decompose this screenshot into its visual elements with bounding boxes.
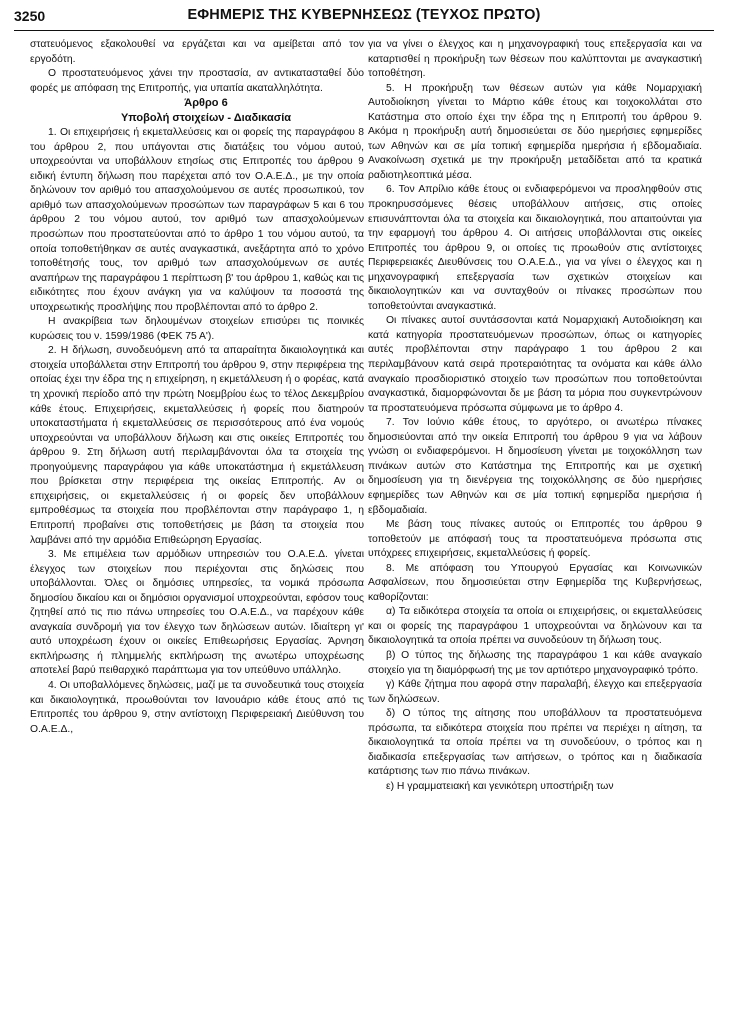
paragraph: 6. Τον Απρίλιο κάθε έτους οι ενδιαφερόμενοι να προσληφθούν στις προκηρυσσόμενες θέσεις υποβάλλουν αιτήσεις, στις οποίες επισυνάπτονται όλα τα στοιχεία και δικαιολογητικά, που απαιτούνται για την εφαρμογή του άρθρου 4. Οι αιτήσεις υποβάλλονται στις οικείες Επιτροπές του άρθρου 9, οι οποίες τις προωθούν στις αντίστοιχες Περιφερειακές Διευθύνσεις του Ο.Α.Ε.Δ., για να γίνει ο έλεγχος και η μηχανογραφική επεξεργασία των σχετικών στοιχείων και δικαιολογητικών και να συνταχθούν οι πίνακες προσώπων που τοποθετούνται αναγκαστικά. <box>368 184 702 312</box>
paragraph: Με βάση τους πίνακες αυτούς οι Επιτροπές του άρθρου 9 τοποθετούν με απόφασή τους τα προστατευόμενα πρόσωπα στις υπόχρεες επιχειρήσεις, εκμεταλλεύσεις ή φορείς. <box>368 519 702 560</box>
page-number: 3250 <box>14 8 46 24</box>
paragraph: β) Ο τύπος της δήλωσης της παραγράφου 1 και κάθε αναγκαίο στοιχείο για τη διαμόρφωσή της με τον αρτιότερο μηχανογραφικό τρόπο. <box>368 649 702 676</box>
paragraph: γ) Κάθε ζήτημα που αφορά στην παραλαβή, έλεγχο και επεξεργασία των δηλώσεων. <box>368 679 702 705</box>
paragraph: 3. Με επιμέλεια των αρμόδιων υπηρεσιών του Ο.Α.Ε.Δ. γίνεται έλεγχος των στοιχείων που περιέχονται στις δηλώσεις που υποβάλλονται. Όλες οι δημόσιες υπηρεσίες, τα νομικά πρόσωπα δημοσίου δικαίου και οι δημόσιοι οργανισμοί υποχρεούνται, εφόσον τους ζητηθεί από τις πιο πάνω υπηρεσίες του Ο.Α.Ε.Δ., να παρέχουν κάθε αναγκαία συνδρομή για τον έλεγχο των δηλώσεων αυτών. Ιδιαίτερη γι' αυτό υποχρέωση έχουν οι οικείες Επιθεωρήσεις Εργασίας. Άρνηση εκπλήρωσης ή πλημμελής εκπλήρωση της ανωτέρω υποχρέωσης αποτελεί βαρύ πειθαρχικό παράπτωμα για τον υπεύθυνο υπάλληλο. <box>30 549 364 677</box>
paragraph: στατευόμενος εξακολουθεί να εργάζεται και να αμείβεται από τον εργοδότη. <box>30 39 364 65</box>
journal-title: ΕΦΗΜΕΡΙΣ ΤΗΣ ΚΥΒΕΡΝΗΣΕΩΣ (ΤΕΥΧΟΣ ΠΡΩΤΟ) <box>187 7 541 23</box>
page-header <box>14 6 714 28</box>
paragraph: Η ανακρίβεια των δηλουμένων στοιχείων επισύρει τις ποινικές κυρώσεις του ν. 1599/1986 (ΦΕΚ 75 Α'). <box>30 316 364 342</box>
left-column <box>30 38 364 1023</box>
right-column <box>368 38 702 1023</box>
paragraph: 5. Η προκήρυξη των θέσεων αυτών για κάθε Νομαρχιακή Αυτοδιοίκηση γίνεται το Μάρτιο κάθε έτους και τοιχοκολλάται στο Κατάστημα στο οποίο έχει την έδρα της η Επιτροπή του άρθρου 9. Ακόμα η προκήρυξη αυτή δημοσιεύεται σε δύο ημερήσιες εφημερίδες των Αθηνών και σε μία τοπική εφημερίδα ημερήσια ή εβδομαδιαία. Ανακοίνωση σχετικά με την προκήρυξη μεταδίδεται από τα κρατικά ραδιοτηλεοπτικά μέσα. <box>368 82 702 181</box>
paragraph: Ο προστατευόμενος χάνει την προστασία, αν αντικατασταθεί δύο φορές με απόφαση της Επιτροπής, για υπαιτία ακαταλληλότητα. <box>30 68 364 94</box>
paragraph: 2. Η δήλωση, συνοδευόμενη από τα απαραίτητα δικαιολογητικά και στοιχεία υποβάλλεται στην Επιτροπή του άρθρου 9, στην περιφέρεια της οποίας έχει την έδρα της η επιχείρηση, η εκμετάλλευση ή ο φορέας, κατά τη χρονική περίοδο από την πρώτη Νοεμβρίου έως το τέλος Δεκεμβρίου κάθε έτους. Επιχειρήσεις, εκμεταλλεύσεις ή φορείς που διατηρούν υποκαταστήματα ή εκμεταλλεύσεις σε περισσότερους από ένα νομούς υποχρεούνται να υποβάλλουν δήλωση και στις οικείες Επιτροπές του άρθρου 9. Στη δήλωση αυτή περιλαμβάνονται όλα τα στοιχεία της προηγούμενης παραγράφου για κάθε υποκατάστημα ή εκμετάλλευση που βρίσκεται στην περιφέρεια της οικείας Επιτροπής. Αν οι επιχειρήσεις, οι εκμεταλλεύσεις ή οι φορείς δεν υποβάλλουν εμπροθέσμως τα στοιχεία που προβλέπονται στην παράγραφο 1, η Επιτροπή προβαίνει στις τοποθετήσεις με βάση τα στοιχεία που λαμβάνει από την αρμόδια Επιθεώρηση Εργασίας. <box>30 345 364 546</box>
paragraph: 1. Οι επιχειρήσεις ή εκμεταλλεύσεις και οι φορείς της παραγράφου 8 του άρθρου 2, που υπάγονται στις διατάξεις του νόμου αυτού, υποχρεούνται να υποβάλλουν ετησίως στις Επιτροπές του άρθρου 9 ειδική έντυπη δήλωση που παρέχεται από τον Ο.Α.Ε.Δ., με την οποία δηλώνουν τον αριθμό του απασχολούμενου σε αυτές προσωπικού, τον αριθμό των απασχολούμενων προσώπων των παραγράφων 5 και 6 του άρθρου 2 του νόμου αυτού, τον αριθμό των απασχολούμενων προσώπων που προστατεύονται από το άρθρο 1 του νόμου αυτού, τα οποία τοποθετήθηκαν σε αυτές αναγκαστικά, ανεξάρτητα από το χρόνο τοποθέτησής τους, τον αριθμό των απασχολούμενων σε αυτές αναπήρων της παραγράφου 1 περίπτωση β' του άρθρου 1, καθώς και τις ειδικότητες που έχουν ανάγκη για να καλύψουν τα ποσοστά της υποχρεωτικής προσλήψης που προβλέπονται από το άρθρο 2. <box>30 127 364 313</box>
paragraph: 8. Με απόφαση του Υπουργού Εργασίας και Κοινωνικών Ασφαλίσεων, που δημοσιεύεται στην Εφημερίδα της Κυβερνήσεως, καθορίζονται: <box>368 562 702 603</box>
paragraph: α) Τα ειδικότερα στοιχεία τα οποία οι επιχειρήσεις, οι εκμεταλλεύσεις και οι φορείς της παραγράφου 1 υποχρεούνται να δηλώνουν και τα δικαιολογητικά τα οποία πρέπει να συνοδεύουν τη δήλωση τους. <box>368 606 702 647</box>
paragraph: 4. Οι υποβαλλόμενες δηλώσεις, μαζί με τα συνοδευτικά τους στοιχεία και δικαιολογητικά, προωθούνται τον Ιανουάριο κάθε έτους από τις Επιτροπές του άρθρου 9, στην αντίστοιχη Περιφερειακή Διεύθυνση του Ο.Α.Ε.Δ., <box>30 679 364 735</box>
paragraph: 7. Τον Ιούνιο κάθε έτους, το αργότερο, οι ανωτέρω πίνακες δημοσιεύονται από την οικεία Επιτροπή του άρθρου 9 για να λάβουν γνώση οι ενδιαφερόμενοι. Η δημοσίευση γίνεται με τοιχοκόλληση των πινάκων αυτών στο Κατάστημα της Επιτροπής και με σχετική δημοσίευση για τη διενέργεια της τοιχοκόλλησης σε δύο ημερήσιες εφημερίδες των Αθηνών και σε μία τοπική εφημερίδα ημερήσια ή εβδομαδιαία. <box>368 417 702 516</box>
article-title: Άρθρο 6 <box>184 97 228 110</box>
header-rule <box>14 30 714 31</box>
article-subtitle: Υποβολή στοιχείων - Διαδικασία <box>120 112 292 125</box>
paragraph: ε) Η γραμματειακή και γενικότερη υποστήριξη των <box>386 780 614 792</box>
paragraph: για να γίνει ο έλεγχος και η μηχανογραφική τους επεξεργασία και να καταρτισθεί η προκήρυξη των θέσεων που καλύπτονται με αναγκαστική τοποθέτηση. <box>368 39 702 80</box>
paragraph: δ) Ο τύπος της αίτησης που υποβάλλουν τα προστατευόμενα πρόσωπα, τα ειδικότερα στοιχεία που πρέπει να περιέχει η αίτηση, τα δικαιολογητικά τα οποία πρέπει να τη συνοδεύουν, ο τρόπος και η διαδικασία επεξεργασίας των αιτήσεων, ο τρόπος και η διαδικασία κατάρτισης των πιο πάνω πινάκων. <box>368 708 702 778</box>
paragraph: Οι πίνακες αυτοί συντάσσονται κατά Νομαρχιακή Αυτοδιοίκηση και κατά κατηγορία προστατευόμενων προσώπων, όπως οι κατηγορίες αυτές προβλέπονται στην παράγραφο 1 του άρθρου 2 και περιλαμβάνουν κατά σειρά προτεραιότητας τα ονόματα και κάθε άλλο αναγκαίο προσδιοριστικό στοιχείο των προσώπων που τοποθετούνται αναγκαστικά, διαμορφώνονται δε με βάση τα μόρια που συγκεντρώνουν τα προστατευόμενα πρόσωπα σύμφωνα με το άρθρο 4. <box>368 315 702 414</box>
